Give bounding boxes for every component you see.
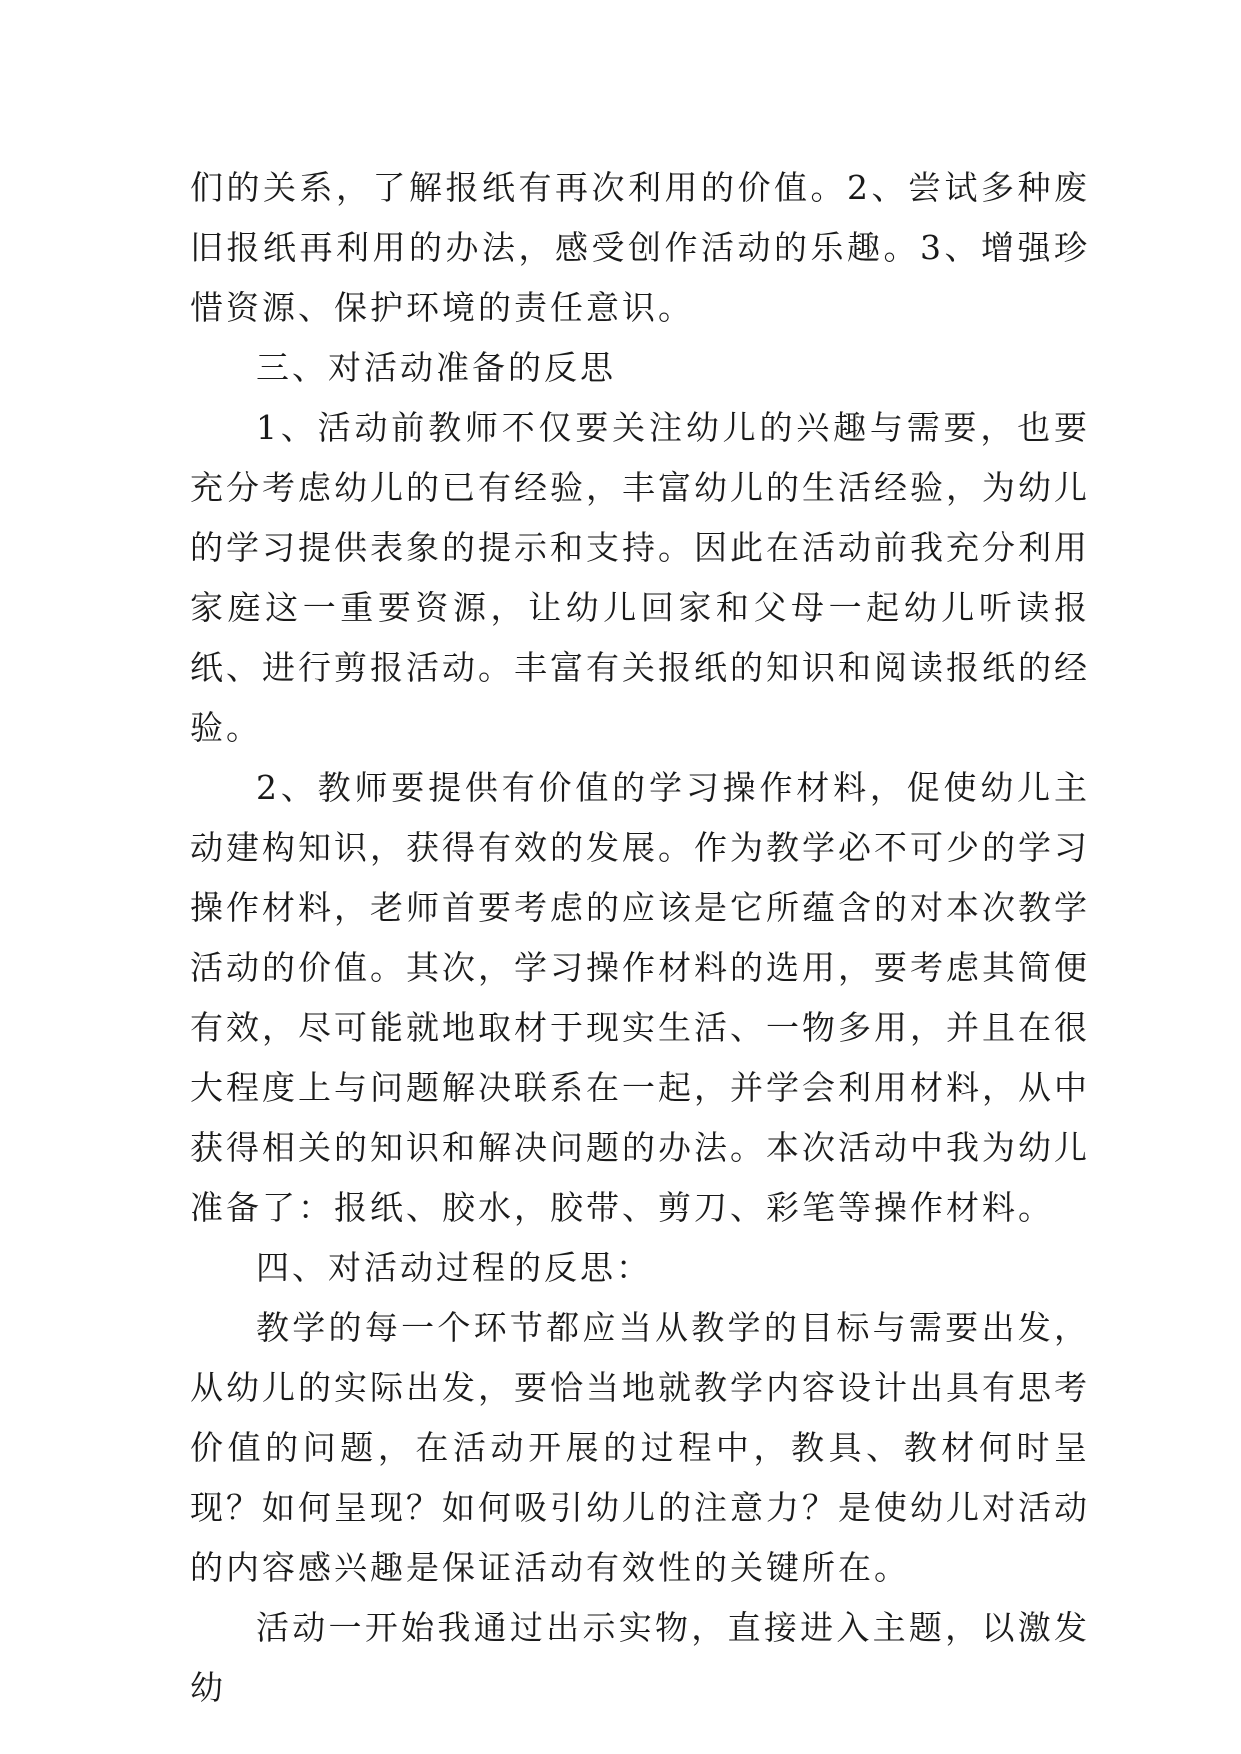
paragraph-preparation-2: 2、教师要提供有价值的学习操作材料，促使幼儿主动建构知识，获得有效的发展。作为教学必不可少的学习操作材料，老师首要考虑的应该是它所蕴含的对本次教学活动的价值。其次，学习操作材料的选用，要考虑其简便有效，尽可能就地取材于现实生活、一物多用，并且在很大程度上与问题解决联系在一起，并学会利用材料，从中获得相关的知识和解决问题的办法。本次活动中我为幼儿准备了：报纸、胶水，胶带、剪刀、彩笔等操作材料。: [190, 768, 1090, 1227]
paragraph-process-1: 教学的每一个环节都应当从教学的目标与需要出发，从幼儿的实际出发，要恰当地就教学内容设计出具有思考价值的问题，在活动开展的过程中，教具、教材何时呈现？如何呈现？如何吸引幼儿的注意力？是使幼儿对活动的内容感兴趣是保证活动有效性的关键所在。: [190, 1308, 1090, 1587]
paragraph-process-2: 活动一开始我通过出示实物，直接进入主题，以激发幼: [190, 1608, 1090, 1707]
section-heading-3: 三、对活动准备的反思: [256, 348, 616, 387]
paragraph-continuation: 们的关系，了解报纸有再次利用的价值。2、尝试多种废旧报纸再利用的办法，感受创作活动的乐趣。3、增强珍惜资源、保护环境的责任意识。: [190, 168, 1090, 327]
paragraph-preparation-1: 1、活动前教师不仅要关注幼儿的兴趣与需要，也要充分考虑幼儿的已有经验，丰富幼儿的生活经验，为幼儿的学习提供表象的提示和支持。因此在活动前我充分利用家庭这一重要资源，让幼儿回家和父母一起幼儿听读报纸、进行剪报活动。丰富有关报纸的知识和阅读报纸的经验。: [190, 408, 1090, 747]
section-heading-4: 四、对活动过程的反思：: [256, 1248, 652, 1287]
body-text: [190, 158, 1090, 1718]
